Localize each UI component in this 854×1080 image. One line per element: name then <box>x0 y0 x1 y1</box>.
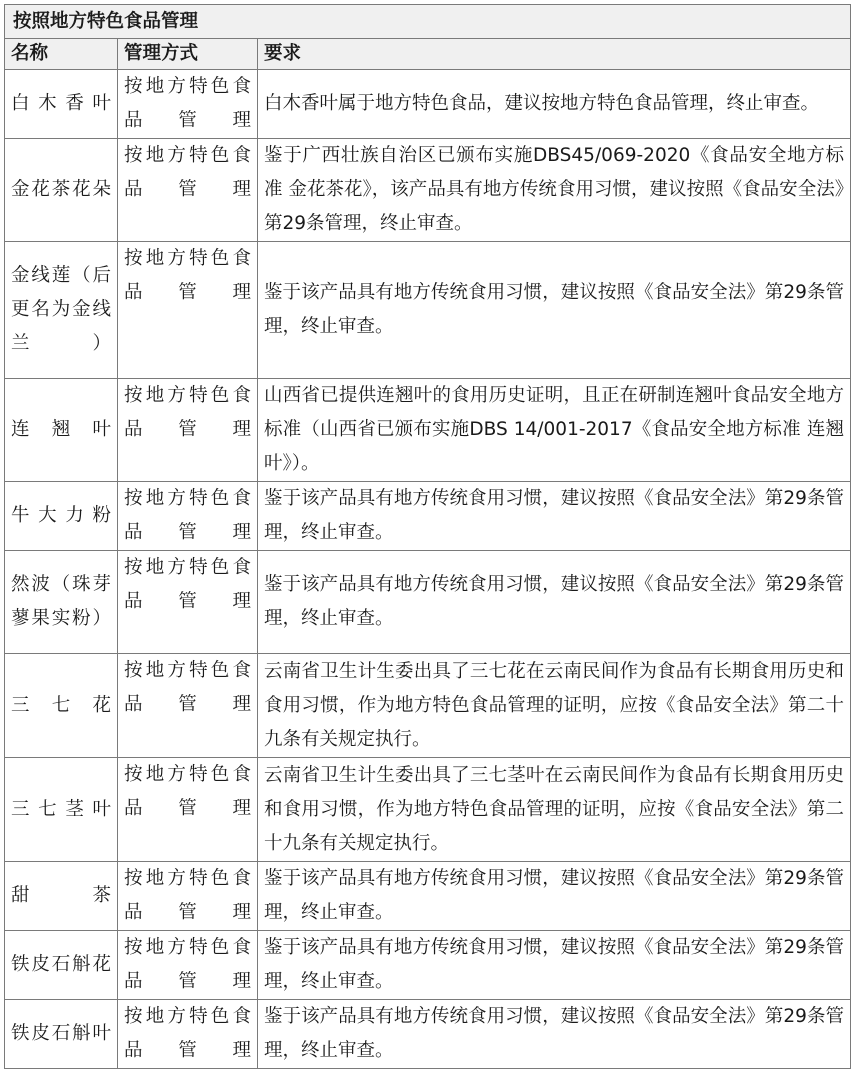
cell-requirement: 白木香叶属于地方特色食品，建议按地方特色食品管理，终止审查。 <box>258 70 851 139</box>
cell-name: 甜茶 <box>5 862 118 931</box>
header-name: 名称 <box>5 39 118 70</box>
cell-requirement: 云南省卫生计生委出具了三七花在云南民间作为食品有长期食用历史和食用习惯，作为地方特色食品管理的证明，应按《食品安全法》第二十九条有关规定执行。 <box>258 654 851 758</box>
cell-requirement: 鉴于该产品具有地方传统食用习惯，建议按照《食品安全法》第29条管理，终止审查。 <box>258 931 851 1000</box>
cell-requirement: 鉴于该产品具有地方传统食用习惯，建议按照《食品安全法》第29条管理，终止审查。 <box>258 1000 851 1069</box>
cell-method: 按地方特色食品管理 <box>118 482 258 551</box>
cell-name: 铁皮石斛花 <box>5 931 118 1000</box>
table-row <box>5 242 851 379</box>
header-requirement: 要求 <box>258 39 851 70</box>
cell-method: 按地方特色食品管理 <box>118 379 258 482</box>
cell-method: 按地方特色食品管理 <box>118 931 258 1000</box>
table-title-row <box>5 5 851 39</box>
cell-method: 按地方特色食品管理 <box>118 1000 258 1069</box>
cell-requirement: 云南省卫生计生委出具了三七茎叶在云南民间作为食品有长期食用历史和食用习惯，作为地方特色食品管理的证明，应按《食品安全法》第二十九条有关规定执行。 <box>258 758 851 862</box>
table-row <box>5 862 851 931</box>
table-row <box>5 139 851 242</box>
table-row <box>5 758 851 862</box>
table-row <box>5 654 851 758</box>
cell-method: 按地方特色食品管理 <box>118 70 258 139</box>
cell-requirement: 鉴于该产品具有地方传统食用习惯，建议按照《食品安全法》第29条管理，终止审查。 <box>258 551 851 654</box>
cell-method: 按地方特色食品管理 <box>118 551 258 654</box>
header-method: 管理方式 <box>118 39 258 70</box>
table-row <box>5 482 851 551</box>
cell-requirement: 鉴于该产品具有地方传统食用习惯，建议按照《食品安全法》第29条管理，终止审查。 <box>258 482 851 551</box>
cell-name: 金线莲（后更名为金线兰） <box>5 242 118 379</box>
cell-requirement: 鉴于该产品具有地方传统食用习惯，建议按照《食品安全法》第29条管理，终止审查。 <box>258 862 851 931</box>
cell-method: 按地方特色食品管理 <box>118 242 258 379</box>
cell-name: 然波（珠芽蓼果实粉） <box>5 551 118 654</box>
header-row <box>5 39 851 70</box>
cell-name: 牛大力粉 <box>5 482 118 551</box>
table-row <box>5 379 851 482</box>
table-row <box>5 1000 851 1069</box>
table-row <box>5 70 851 139</box>
cell-name: 连翘叶 <box>5 379 118 482</box>
cell-name: 铁皮石斛叶 <box>5 1000 118 1069</box>
cell-method: 按地方特色食品管理 <box>118 139 258 242</box>
cell-requirement: 山西省已提供连翘叶的食用历史证明，且正在研制连翘叶食品安全地方标准（山西省已颁布实施DBS 14/001-2017《食品安全地方标准 连翘叶》）。 <box>258 379 851 482</box>
cell-name: 三七茎叶 <box>5 758 118 862</box>
cell-name: 三七花 <box>5 654 118 758</box>
cell-method: 按地方特色食品管理 <box>118 758 258 862</box>
cell-name: 金花茶花朵 <box>5 139 118 242</box>
cell-method: 按地方特色食品管理 <box>118 654 258 758</box>
table-row <box>5 931 851 1000</box>
table-row <box>5 551 851 654</box>
cell-method: 按地方特色食品管理 <box>118 862 258 931</box>
cell-requirement: 鉴于该产品具有地方传统食用习惯，建议按照《食品安全法》第29条管理，终止审查。 <box>258 242 851 379</box>
cell-name: 白木香叶 <box>5 70 118 139</box>
cell-requirement: 鉴于广西壮族自治区已颁布实施DBS45/069-2020《食品安全地方标准 金花茶花》，该产品具有地方传统食用习惯，建议按照《食品安全法》第29条管理，终止审查。 <box>258 139 851 242</box>
table-title: 按照地方特色食品管理 <box>5 5 851 39</box>
food-management-table <box>4 4 851 1069</box>
